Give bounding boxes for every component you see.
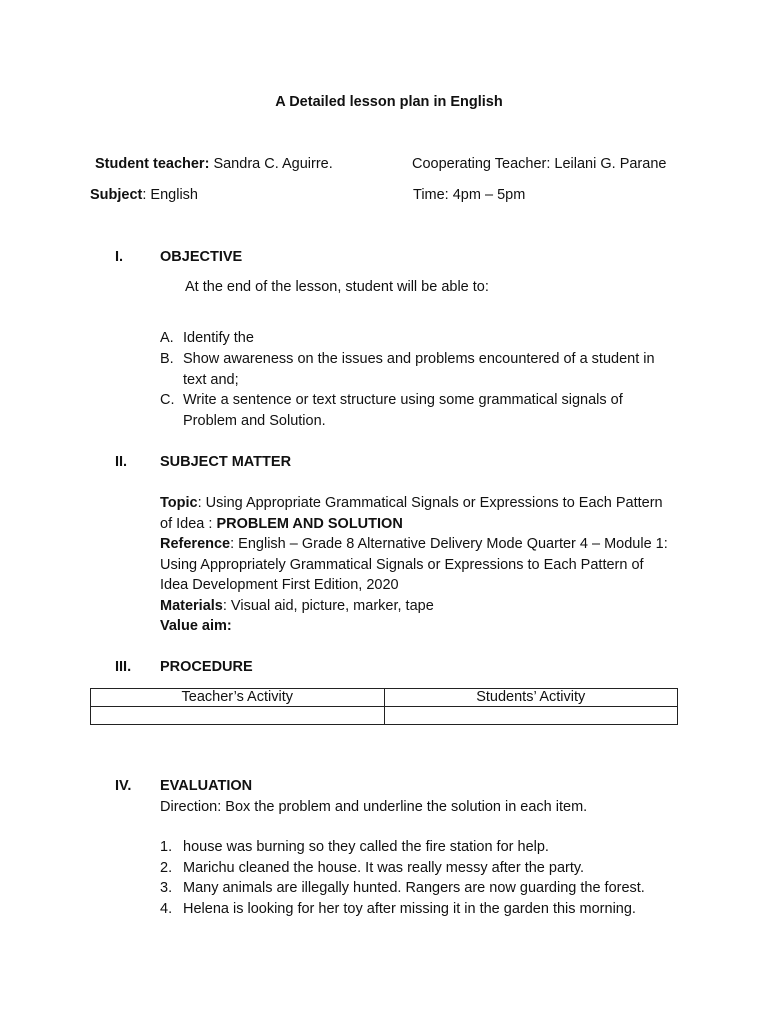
teachers-activity-column: Teacher’s Activity <box>91 689 385 707</box>
table-cell <box>384 707 678 725</box>
student-teacher-label: Student teacher: <box>95 156 210 172</box>
evaluation-numeral: IV. <box>115 778 132 794</box>
procedure-heading: PROCEDURE <box>160 659 253 675</box>
value-aim-label: Value aim: <box>160 618 232 634</box>
objective-item-text: Show awareness on the issues and problems encountered of a student in text and; <box>183 351 655 388</box>
subject-value: : English <box>142 187 198 203</box>
evaluation-item <box>160 858 680 878</box>
objective-numeral: I. <box>115 249 124 265</box>
topic-label: Topic <box>160 495 198 511</box>
materials-label: Materials <box>160 598 223 614</box>
document-title: A Detailed lesson plan in English <box>275 94 503 110</box>
evaluation-item-text: house was burning so they called the fire station for help. <box>183 839 549 855</box>
objective-heading: OBJECTIVE <box>160 249 243 265</box>
subject-matter-heading: SUBJECT MATTER <box>160 454 292 470</box>
table-cell <box>91 707 385 725</box>
objective-item-text: Identify the <box>183 330 254 346</box>
objective-item <box>160 349 680 390</box>
student-teacher-line <box>95 154 333 174</box>
evaluation-item-text: Many animals are illegally hunted. Rangers are now guarding the forest. <box>183 880 645 896</box>
subject-line <box>90 185 198 205</box>
procedure-table-header-row <box>91 689 678 707</box>
objective-item-marker: A. <box>160 330 174 346</box>
time-line: Time: 4pm – 5pm <box>413 187 526 203</box>
evaluation-item <box>160 878 680 898</box>
procedure-numeral: III. <box>115 659 132 675</box>
evaluation-item-marker: 3. <box>160 880 173 896</box>
evaluation-item-marker: 4. <box>160 901 173 917</box>
topic-bold: PROBLEM AND SOLUTION <box>216 515 403 532</box>
evaluation-item <box>160 899 680 919</box>
objective-item-text: Write a sentence or text structure using some grammatical signals of Problem and Solution. <box>183 392 623 429</box>
topic-paragraph <box>160 493 675 534</box>
evaluation-heading: EVALUATION <box>160 778 253 794</box>
students-activity-column: Students’ Activity <box>384 689 678 707</box>
evaluation-item-marker: 2. <box>160 860 173 876</box>
cooperating-teacher: Cooperating Teacher: Leilani G. Parane <box>412 156 667 172</box>
materials-paragraph <box>160 596 675 617</box>
objective-item <box>160 390 680 431</box>
reference-text: : English – Grade 8 Alternative Delivery Mode Quarter 4 – Module 1: Using Appropriately Grammatical Signals or Expressions to Each Pattern of Idea Development First Edition, 2020 <box>160 536 668 593</box>
subject-matter-numeral: II. <box>115 454 128 470</box>
procedure-table <box>90 688 678 725</box>
objective-item-marker: B. <box>160 351 174 367</box>
reference-paragraph <box>160 534 675 596</box>
objective-item-marker: C. <box>160 392 175 408</box>
topic-text: : Using Appropriate Grammatical Signals or Expressions to Each Pattern of Idea : <box>160 495 663 532</box>
objective-item <box>160 328 680 348</box>
evaluation-item-text: Helena is looking for her toy after missing it in the garden this morning. <box>183 901 636 917</box>
evaluation-direction: Direction: Box the problem and underline the solution in each item. <box>160 799 588 815</box>
objective-intro: At the end of the lesson, student will be able to: <box>185 279 489 295</box>
table-row <box>91 707 678 725</box>
evaluation-item <box>160 837 680 857</box>
reference-label: Reference <box>160 536 231 552</box>
evaluation-item-text: Marichu cleaned the house. It was really messy after the party. <box>183 860 585 876</box>
subject-label: Subject <box>90 187 143 203</box>
evaluation-item-marker: 1. <box>160 839 173 855</box>
materials-text: : Visual aid, picture, marker, tape <box>222 598 434 614</box>
student-teacher-value: Sandra C. Aguirre. <box>209 156 333 172</box>
